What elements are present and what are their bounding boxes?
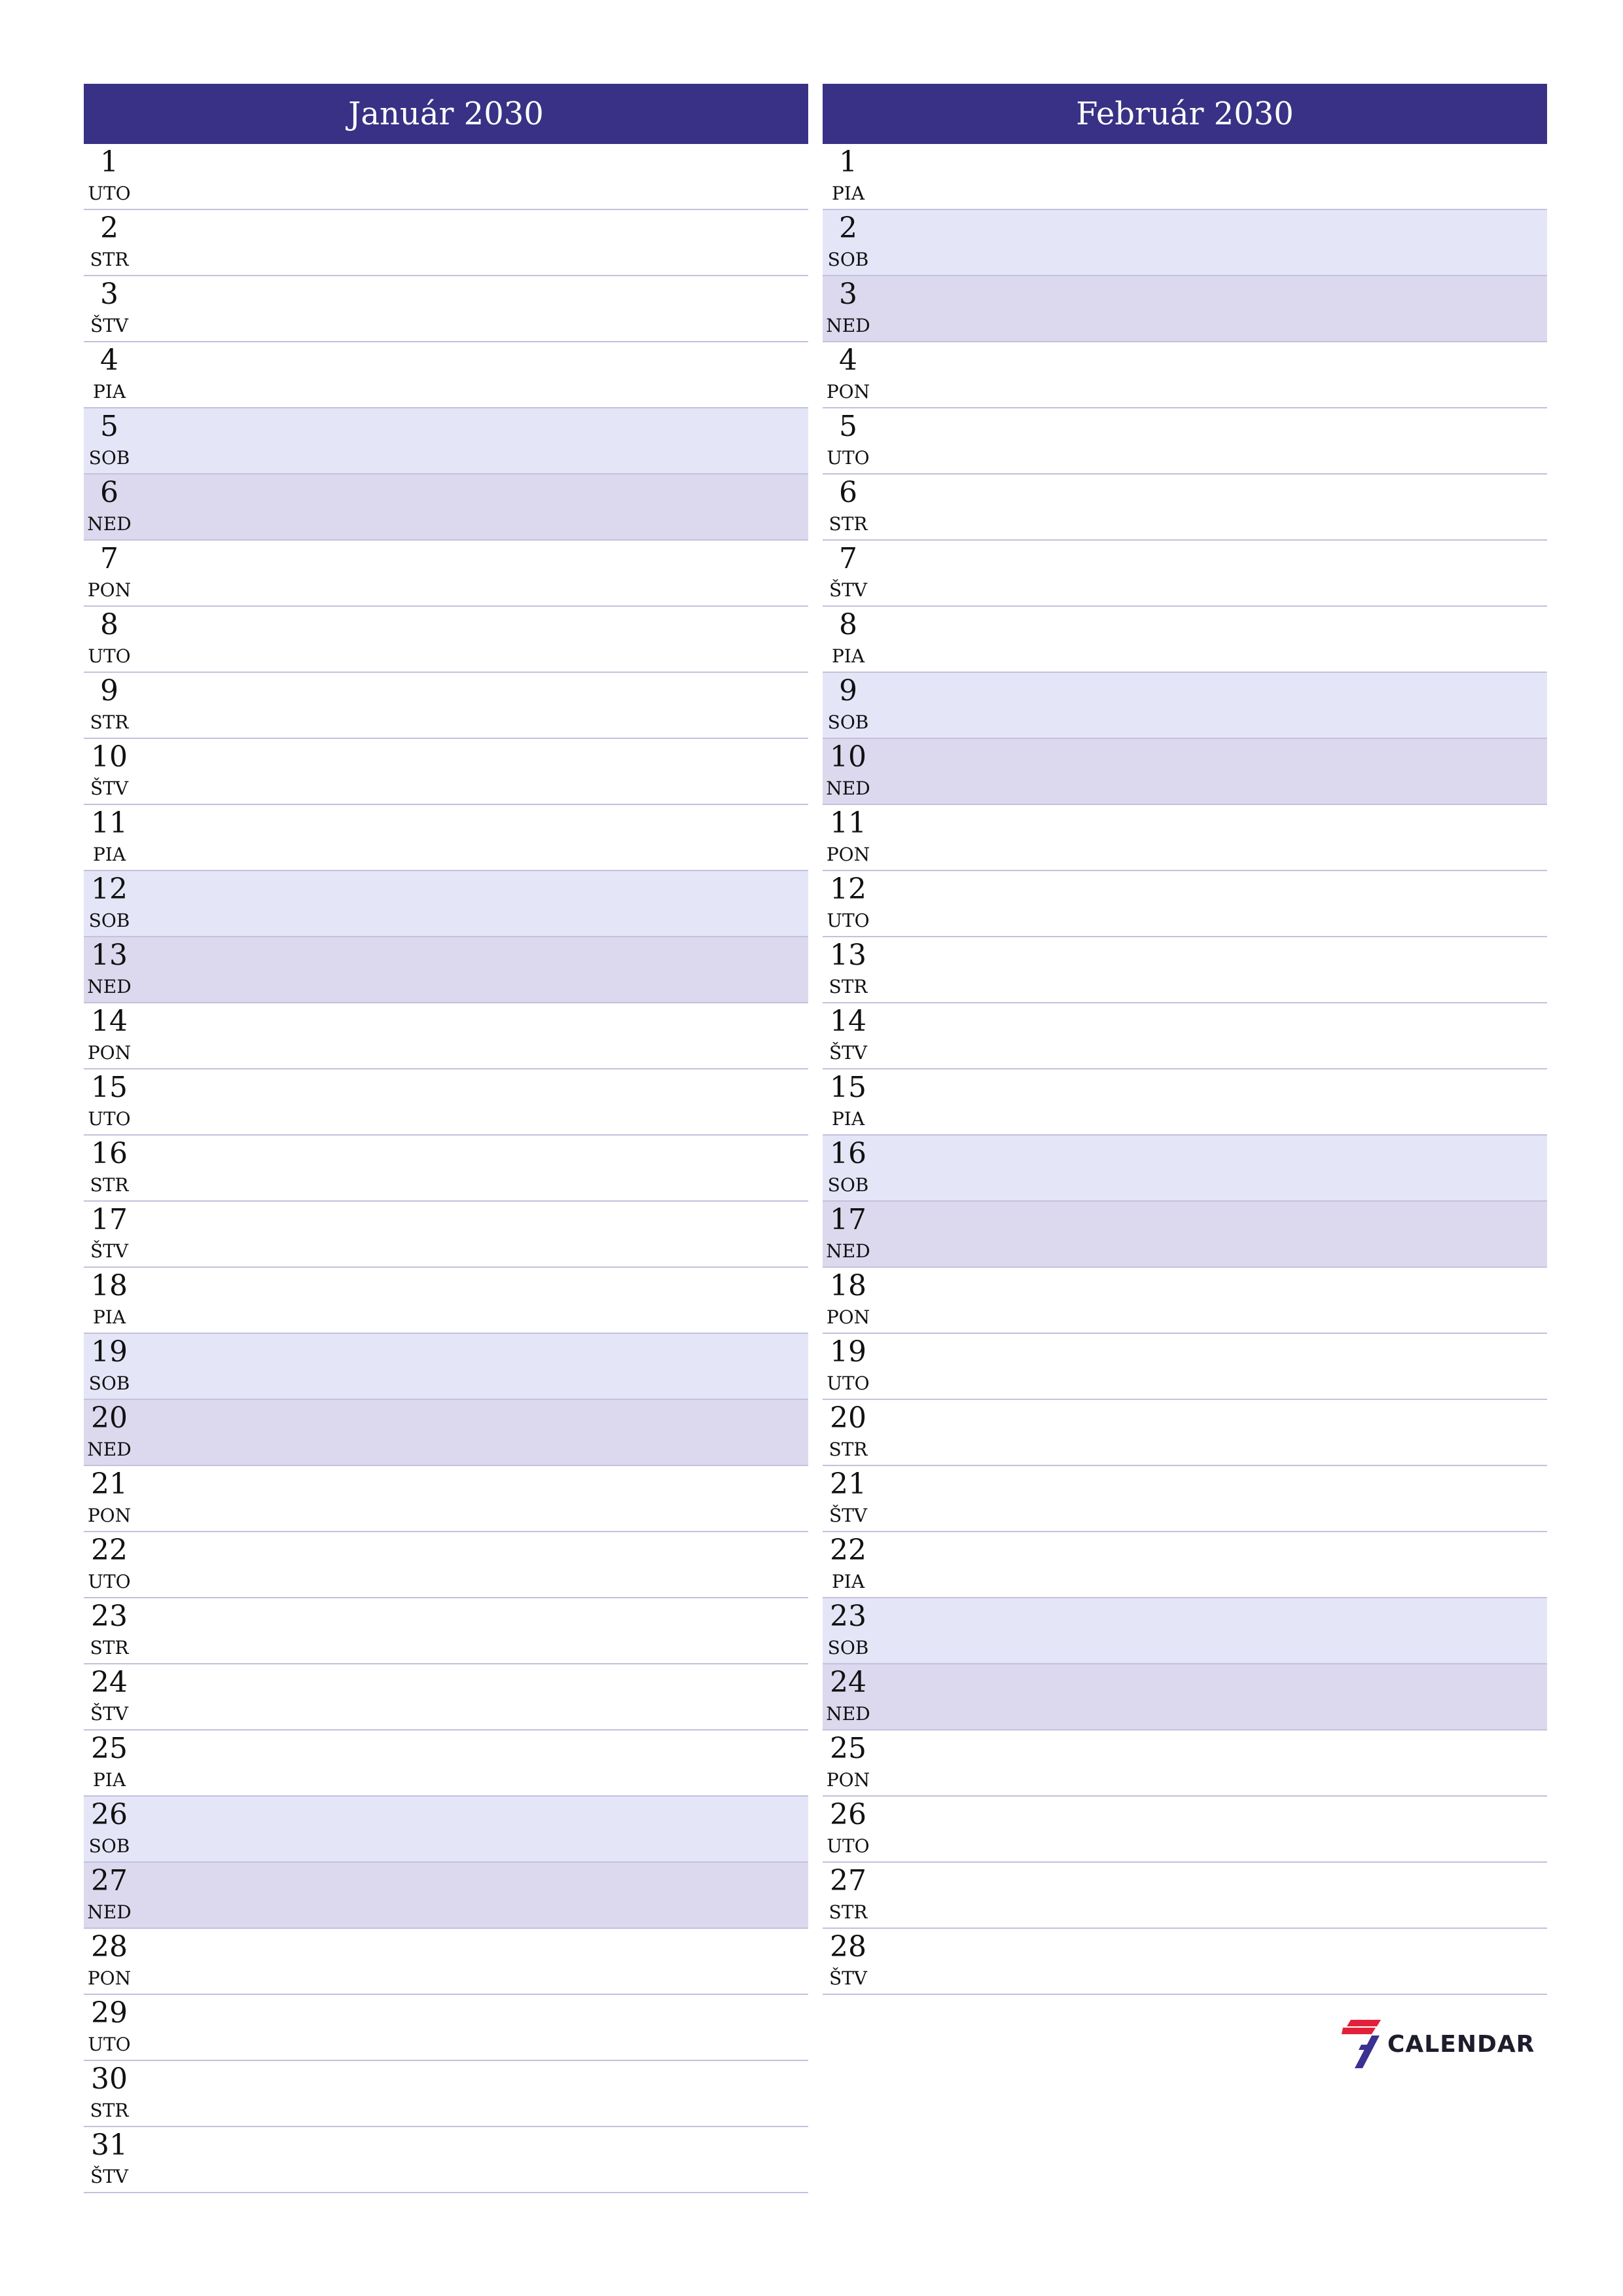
day-number: 12 bbox=[91, 872, 128, 906]
day-number: 19 bbox=[830, 1335, 866, 1369]
day-number: 13 bbox=[830, 939, 866, 972]
day-row bbox=[84, 475, 808, 541]
day-number: 28 bbox=[91, 1930, 128, 1964]
day-row bbox=[823, 871, 1547, 937]
day-number: 31 bbox=[91, 2128, 128, 2162]
month-january bbox=[84, 84, 808, 2193]
day-number: 15 bbox=[830, 1071, 866, 1104]
day-row bbox=[823, 739, 1547, 805]
day-row bbox=[84, 937, 808, 1003]
day-number: 1 bbox=[100, 145, 118, 179]
weekday-label: ŠTV bbox=[829, 1505, 868, 1526]
day-row bbox=[823, 1863, 1547, 1929]
day-row bbox=[823, 673, 1547, 739]
brand-logo bbox=[1342, 2018, 1538, 2070]
weekday-label: ŠTV bbox=[829, 579, 868, 601]
day-row bbox=[84, 673, 808, 739]
day-row bbox=[823, 276, 1547, 342]
day-row bbox=[84, 739, 808, 805]
day-row bbox=[823, 937, 1547, 1003]
day-row bbox=[84, 2061, 808, 2127]
day-number: 21 bbox=[830, 1467, 866, 1501]
weekday-label: ŠTV bbox=[90, 1240, 129, 1262]
day-row bbox=[84, 1929, 808, 1995]
month-title: Január 2030 bbox=[84, 84, 808, 144]
weekday-label: PON bbox=[826, 1306, 870, 1328]
weekday-label: NED bbox=[826, 315, 870, 336]
day-row bbox=[84, 1334, 808, 1400]
day-number: 14 bbox=[830, 1005, 866, 1038]
day-row bbox=[84, 1466, 808, 1532]
day-row bbox=[84, 1863, 808, 1929]
weekday-label: STR bbox=[90, 249, 129, 270]
day-number: 27 bbox=[830, 1864, 866, 1897]
day-number: 2 bbox=[100, 211, 118, 245]
day-list bbox=[823, 144, 1547, 1995]
day-row bbox=[84, 1400, 808, 1466]
weekday-label: ŠTV bbox=[90, 1703, 129, 1725]
weekday-label: NED bbox=[87, 1901, 132, 1923]
weekday-label: UTO bbox=[88, 645, 131, 667]
day-row bbox=[84, 1136, 808, 1202]
day-row bbox=[84, 1995, 808, 2061]
weekday-label: NED bbox=[87, 513, 132, 535]
day-row bbox=[84, 1731, 808, 1797]
day-number: 27 bbox=[91, 1864, 128, 1897]
day-number: 21 bbox=[91, 1467, 128, 1501]
day-row bbox=[84, 1532, 808, 1598]
day-number: 10 bbox=[830, 740, 866, 774]
day-number: 18 bbox=[830, 1269, 866, 1302]
day-number: 19 bbox=[91, 1335, 128, 1369]
day-number: 11 bbox=[830, 806, 866, 840]
seven-logo-icon bbox=[1342, 2018, 1382, 2070]
day-row bbox=[823, 805, 1547, 871]
weekday-label: ŠTV bbox=[90, 315, 129, 336]
weekday-label: ŠTV bbox=[829, 1042, 868, 1064]
day-number: 4 bbox=[100, 344, 118, 377]
day-number: 3 bbox=[839, 278, 857, 311]
day-row bbox=[84, 210, 808, 276]
weekday-label: PIA bbox=[831, 1571, 865, 1592]
day-number: 7 bbox=[839, 542, 857, 575]
weekday-label: PIA bbox=[92, 381, 126, 403]
weekday-label: PIA bbox=[831, 645, 865, 667]
weekday-label: STR bbox=[829, 1439, 868, 1460]
day-number: 6 bbox=[100, 476, 118, 509]
weekday-label: SOB bbox=[827, 249, 869, 270]
day-number: 12 bbox=[830, 872, 866, 906]
day-number: 11 bbox=[91, 806, 128, 840]
day-row bbox=[823, 607, 1547, 673]
weekday-label: PON bbox=[87, 1042, 132, 1064]
weekday-label: STR bbox=[90, 1637, 129, 1659]
day-number: 24 bbox=[91, 1666, 128, 1699]
day-row bbox=[84, 1664, 808, 1731]
day-row bbox=[823, 1069, 1547, 1136]
weekday-label: PON bbox=[826, 844, 870, 865]
weekday-label: SOB bbox=[827, 1174, 869, 1196]
day-number: 5 bbox=[839, 410, 857, 443]
day-number: 1 bbox=[839, 145, 857, 179]
day-row bbox=[84, 1069, 808, 1136]
weekday-label: SOB bbox=[88, 1835, 130, 1857]
day-row bbox=[84, 1797, 808, 1863]
weekday-label: ŠTV bbox=[90, 778, 129, 799]
day-number: 16 bbox=[830, 1137, 866, 1170]
month-february bbox=[823, 84, 1547, 1995]
day-row bbox=[823, 1731, 1547, 1797]
day-row bbox=[84, 805, 808, 871]
weekday-label: PON bbox=[87, 1505, 132, 1526]
day-number: 8 bbox=[839, 608, 857, 641]
day-number: 6 bbox=[839, 476, 857, 509]
day-row bbox=[823, 342, 1547, 408]
day-number: 23 bbox=[91, 1600, 128, 1633]
weekday-label: SOB bbox=[88, 1372, 130, 1394]
day-number: 4 bbox=[839, 344, 857, 377]
weekday-label: NED bbox=[826, 1703, 870, 1725]
day-number: 26 bbox=[830, 1798, 866, 1831]
weekday-label: UTO bbox=[88, 2034, 131, 2055]
weekday-label: PON bbox=[87, 579, 132, 601]
day-row bbox=[84, 276, 808, 342]
day-row bbox=[84, 541, 808, 607]
day-row bbox=[84, 607, 808, 673]
day-row bbox=[823, 1268, 1547, 1334]
weekday-label: NED bbox=[87, 1439, 132, 1460]
day-row bbox=[84, 1202, 808, 1268]
day-number: 29 bbox=[91, 1996, 128, 2030]
day-number: 22 bbox=[830, 1534, 866, 1567]
weekday-label: SOB bbox=[88, 910, 130, 931]
weekday-label: PON bbox=[87, 1967, 132, 1989]
day-row bbox=[823, 1466, 1547, 1532]
weekday-label: SOB bbox=[827, 1637, 869, 1659]
day-row bbox=[84, 1598, 808, 1664]
day-number: 17 bbox=[830, 1203, 866, 1236]
weekday-label: PON bbox=[826, 1769, 870, 1791]
day-number: 14 bbox=[91, 1005, 128, 1038]
day-number: 3 bbox=[100, 278, 118, 311]
day-row bbox=[84, 2127, 808, 2193]
day-row bbox=[823, 1202, 1547, 1268]
weekday-label: ŠTV bbox=[90, 2166, 129, 2187]
weekday-label: UTO bbox=[827, 447, 870, 469]
day-row bbox=[823, 408, 1547, 475]
weekday-label: STR bbox=[90, 2100, 129, 2121]
weekday-label: NED bbox=[826, 778, 870, 799]
day-number: 25 bbox=[830, 1732, 866, 1765]
day-row bbox=[823, 541, 1547, 607]
day-number: 10 bbox=[91, 740, 128, 774]
day-row bbox=[823, 1664, 1547, 1731]
day-row bbox=[823, 1532, 1547, 1598]
day-number: 8 bbox=[100, 608, 118, 641]
weekday-label: NED bbox=[826, 1240, 870, 1262]
day-row bbox=[84, 1003, 808, 1069]
day-number: 18 bbox=[91, 1269, 128, 1302]
weekday-label: PIA bbox=[92, 1769, 126, 1791]
day-number: 20 bbox=[91, 1401, 128, 1435]
day-row bbox=[84, 1268, 808, 1334]
weekday-label: UTO bbox=[88, 1571, 131, 1592]
day-number: 15 bbox=[91, 1071, 128, 1104]
weekday-label: UTO bbox=[827, 910, 870, 931]
weekday-label: STR bbox=[829, 976, 868, 997]
day-row bbox=[84, 871, 808, 937]
day-row bbox=[84, 342, 808, 408]
weekday-label: PIA bbox=[831, 1108, 865, 1130]
day-number: 26 bbox=[91, 1798, 128, 1831]
day-number: 9 bbox=[100, 674, 118, 708]
day-row bbox=[823, 1797, 1547, 1863]
day-number: 13 bbox=[91, 939, 128, 972]
month-title: Február 2030 bbox=[823, 84, 1547, 144]
day-row bbox=[823, 1334, 1547, 1400]
day-number: 22 bbox=[91, 1534, 128, 1567]
day-row bbox=[823, 1598, 1547, 1664]
day-row bbox=[823, 1400, 1547, 1466]
day-list bbox=[84, 144, 808, 2193]
day-number: 25 bbox=[91, 1732, 128, 1765]
weekday-label: UTO bbox=[88, 183, 131, 204]
day-row bbox=[823, 1136, 1547, 1202]
day-number: 17 bbox=[91, 1203, 128, 1236]
day-number: 24 bbox=[830, 1666, 866, 1699]
day-row bbox=[84, 144, 808, 210]
weekday-label: STR bbox=[829, 513, 868, 535]
day-row bbox=[823, 210, 1547, 276]
weekday-label: STR bbox=[90, 711, 129, 733]
day-number: 28 bbox=[830, 1930, 866, 1964]
weekday-label: PON bbox=[826, 381, 870, 403]
weekday-label: PIA bbox=[92, 1306, 126, 1328]
day-row bbox=[84, 408, 808, 475]
day-row bbox=[823, 144, 1547, 210]
day-number: 7 bbox=[100, 542, 118, 575]
day-row bbox=[823, 475, 1547, 541]
day-number: 5 bbox=[100, 410, 118, 443]
day-number: 16 bbox=[91, 1137, 128, 1170]
day-number: 30 bbox=[91, 2062, 128, 2096]
weekday-label: UTO bbox=[827, 1372, 870, 1394]
logo-text: CALENDAR bbox=[1387, 2030, 1535, 2058]
weekday-label: STR bbox=[90, 1174, 129, 1196]
weekday-label: STR bbox=[829, 1901, 868, 1923]
weekday-label: PIA bbox=[92, 844, 126, 865]
weekday-label: UTO bbox=[827, 1835, 870, 1857]
day-number: 2 bbox=[839, 211, 857, 245]
weekday-label: ŠTV bbox=[829, 1967, 868, 1989]
day-row bbox=[823, 1929, 1547, 1995]
weekday-label: UTO bbox=[88, 1108, 131, 1130]
weekday-label: NED bbox=[87, 976, 132, 997]
weekday-label: PIA bbox=[831, 183, 865, 204]
day-number: 20 bbox=[830, 1401, 866, 1435]
weekday-label: SOB bbox=[88, 447, 130, 469]
day-number: 23 bbox=[830, 1600, 866, 1633]
weekday-label: SOB bbox=[827, 711, 869, 733]
day-row bbox=[823, 1003, 1547, 1069]
day-number: 9 bbox=[839, 674, 857, 708]
